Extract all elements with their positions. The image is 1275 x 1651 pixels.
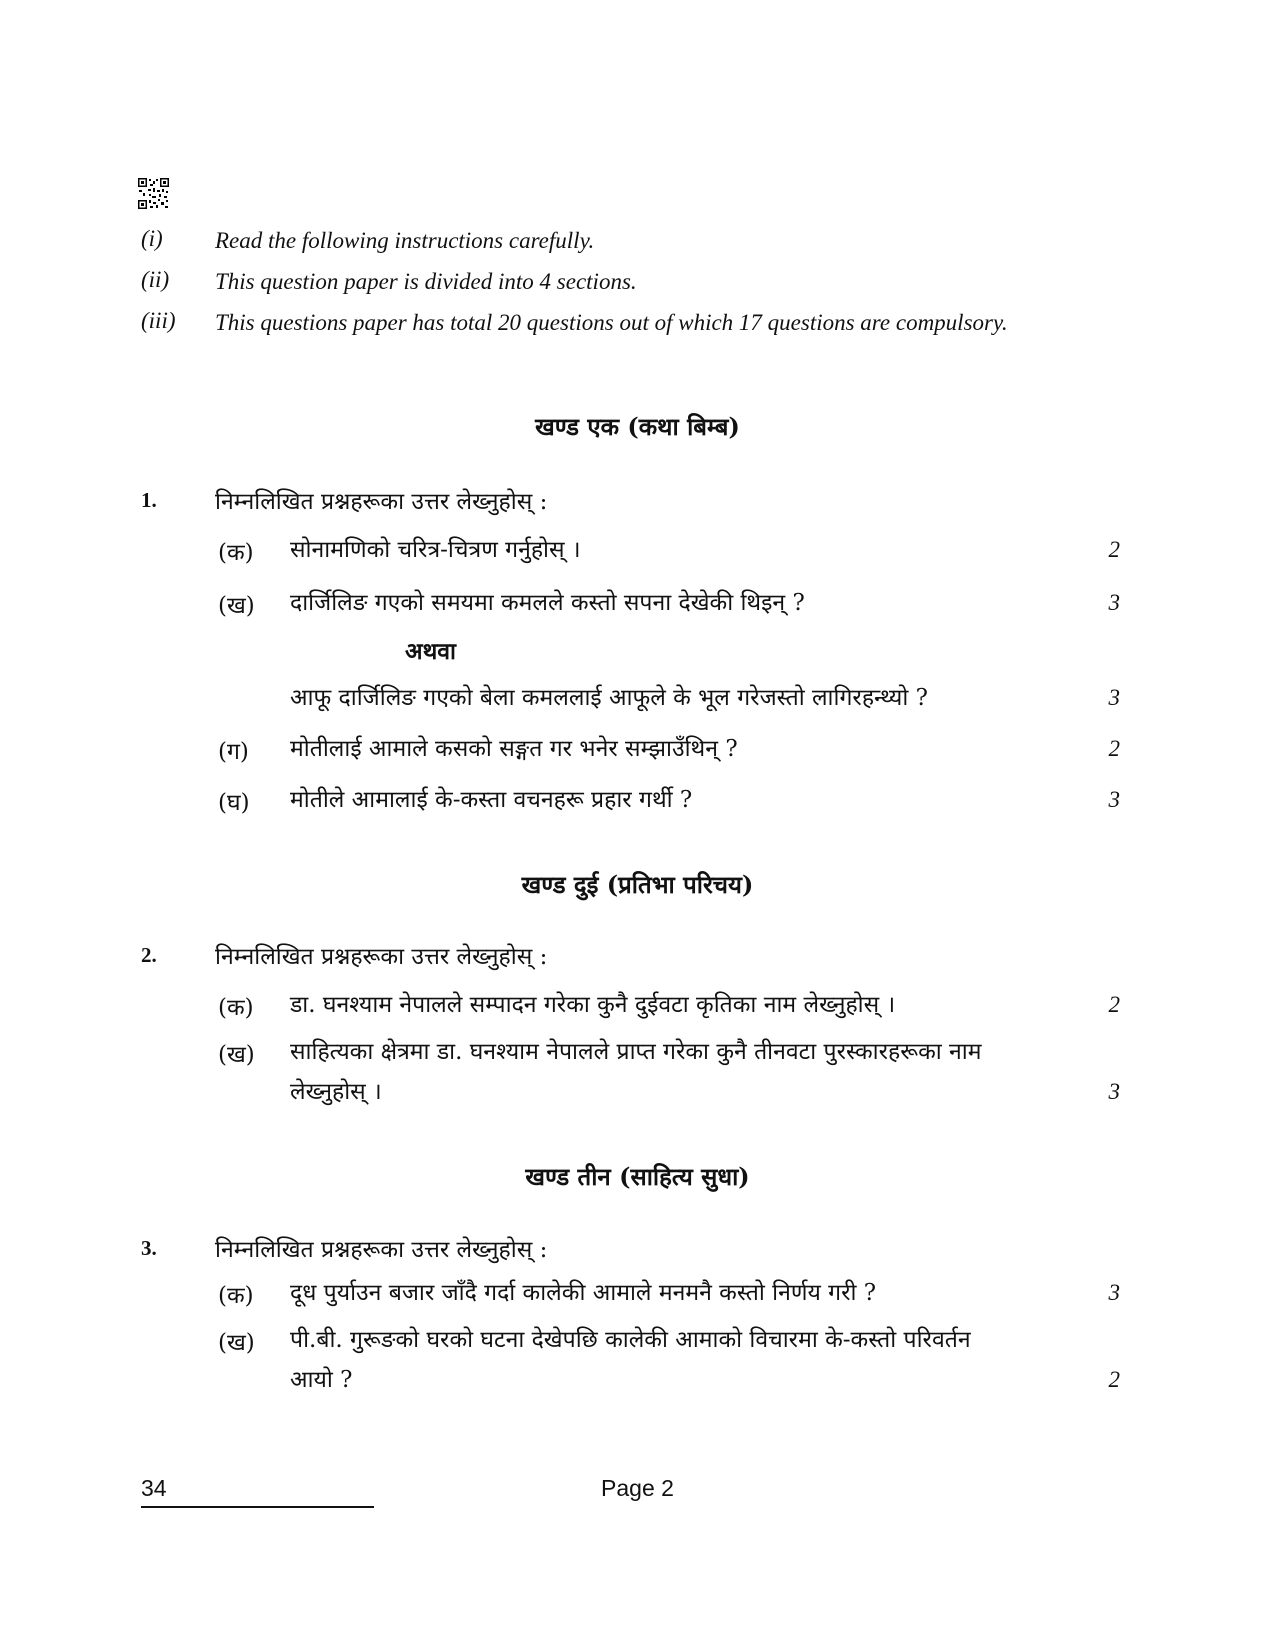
marks: 2: [1108, 736, 1120, 761]
sub-question-text: दूध पुर्याउन बजार जाँदै गर्दा कालेकी आमाले मनमनै कस्तो निर्णय गरी ?: [290, 1280, 877, 1306]
sub-question-label: (क): [218, 1283, 254, 1309]
marks: 3: [1108, 1280, 1120, 1305]
section-heading: खण्ड तीन (साहित्य सुधा): [525, 1162, 750, 1191]
question-number: 2.: [141, 943, 157, 967]
sub-question-text: मोतीलाई आमाले कसको सङ्गत गर भनेर सम्झाउँथिन् ?: [290, 736, 738, 762]
or-label: अथवा: [405, 638, 457, 665]
sub-question-label: (क): [218, 540, 254, 566]
sub-question-label: (ख): [218, 1330, 255, 1356]
marks: 2: [1108, 992, 1120, 1017]
sub-question-label: (घ): [218, 790, 250, 816]
marks: 2: [1108, 537, 1120, 562]
sub-question-text: डा. घनश्याम नेपालले सम्पादन गरेका कुनै दुईवटा कृतिका नाम लेख्नुहोस् ।: [290, 992, 896, 1018]
qr-code-icon: [138, 178, 169, 209]
instruction-number: (iii): [141, 308, 176, 333]
section-heading: खण्ड एक (कथा बिम्ब): [535, 412, 740, 441]
instruction-number: (ii): [141, 267, 170, 292]
question-text: निम्नलिखित प्रश्नहरूका उत्तर लेख्नुहोस् :: [215, 1237, 548, 1263]
marks: 2: [1108, 1367, 1120, 1392]
marks: 3: [1108, 787, 1120, 812]
sub-question-label: (ख): [218, 1042, 255, 1068]
sub-question-label: (क): [218, 995, 254, 1021]
paper-code: 34: [141, 1475, 167, 1501]
question-text: निम्नलिखित प्रश्नहरूका उत्तर लेख्नुहोस् :: [215, 489, 548, 515]
sub-question-text: आयो ?: [290, 1367, 353, 1393]
instruction-text: Read the following instructions carefully.: [215, 228, 595, 253]
marks: 3: [1108, 590, 1120, 615]
section-heading: खण्ड दुई (प्रतिभा परिचय): [521, 870, 754, 899]
marks: 3: [1108, 685, 1120, 710]
sub-question-label: (ख): [218, 593, 255, 619]
instruction-number: (i): [141, 226, 163, 251]
sub-question-text: साहित्यका क्षेत्रमा डा. घनश्याम नेपालले प्राप्त गरेका कुनै तीनवटा पुरस्कारहरूका नाम: [290, 1039, 982, 1065]
sub-question-text: पी.बी. गुरूङको घरको घटना देखेपछि कालेकी आमाको विचारमा के-कस्तो परिवर्तन: [290, 1327, 971, 1353]
sub-question-text: मोतीले आमालाई के-कस्ता वचनहरू प्रहार गर्थी ?: [290, 787, 693, 813]
sub-question-text: लेख्नुहोस् ।: [290, 1079, 382, 1105]
question-number: 3.: [141, 1236, 157, 1260]
page-number: Page 2: [601, 1475, 674, 1501]
marks: 3: [1108, 1079, 1120, 1104]
sub-question-text: सोनामणिको चरित्र-चित्रण गर्नुहोस् ।: [290, 537, 581, 563]
sub-question-text: दार्जिलिङ गएको समयमा कमलले कस्तो सपना देखेकी थिइन् ?: [290, 590, 805, 616]
question-text: निम्नलिखित प्रश्नहरूका उत्तर लेख्नुहोस् :: [215, 944, 548, 970]
question-number: 1.: [141, 488, 157, 512]
footer-divider: [141, 1506, 374, 1508]
instruction-text: This questions paper has total 20 questions out of which 17 questions are compulsory.: [215, 310, 1008, 335]
instruction-text: This question paper is divided into 4 sections.: [215, 269, 637, 294]
sub-question-label: (ग): [218, 739, 249, 765]
sub-question-text: आफू दार्जिलिङ गएको बेला कमललाई आफूले के भूल गरेजस्तो लागिरहन्थ्यो ?: [290, 685, 928, 711]
